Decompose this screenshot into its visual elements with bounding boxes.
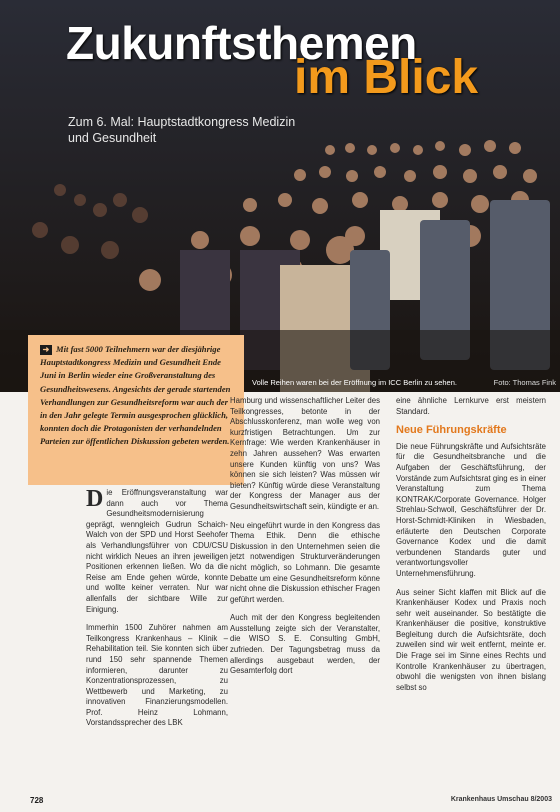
paragraph: Aus seiner Sicht klaffen mit Blick auf die Krankenhäuser Kodex und Praxis noch sehr weit auseinander. So bestätigte die Krankenhäuser die positive, konstruktive Begleitung durch die Aufsichtsräte, doch zuweilen sind wir weit entfernt, meinte er. Die Frage sei im Sinne eines Rechts und Kontrolle Krankenhäuser zu übertragen, obwohl die wenigsten von ihnen bislang selbst so [396,587,546,692]
title-line1: Zukunftsthemen [66,17,417,69]
section-heading: Neue Führungskräfte [396,424,507,437]
arrow-right-icon: ➜ [40,345,52,355]
callout-text: Mit fast 5000 Teilnehmern war der diesjährige Hauptstadtkongress Medizin und Gesundheit Ende Juni in Berlin wieder eine Großveranstaltung des Gesundheitswesens. Angesichts der gerade startenden Verhandlungen zur Gesundheitsreform war auch der in den Jahr gelegte Termin ausgesprochen glücklich, konnten doch die Protagonisten der verhandelnden Parteien zur öffentlichen Diskussion gebeten werden. [40,344,231,447]
article-column-1 [86,488,228,737]
article-column-2 [230,396,380,685]
journal-name: Krankenhaus Umschau 8/2003 [450,796,552,803]
drop-cap: D [86,486,104,512]
article-column-3 [396,396,546,701]
paragraph: Immerhin 1500 Zuhörer nahmen am Teilkongress Krankenhaus – Klinik – Rehabilitation teil. Sie konnten sich über rund 150 sehr spannende Themen informieren, darunter zu Konzentrationsprozessen, zu Wettbewerb und Marketing, zu innovativen Finanzierungsmodellen. Prof. Heinz Lohmann, Vorstandssprecher des LBK [86,623,228,728]
intro-callout [28,335,244,485]
paragraph: eine ähnliche Lernkurve erst meistern Standard. [396,396,546,416]
paragraph: Die neue Führungskräfte und Aufsichtsräte für die Gesundheitsbranche und die Aufgaben der Geschäftsführung, der Vorstände zum Aufsichtsrat ging es in einer Veranstaltung zum Thema KONTRAK/Corporate Governance. Holger Strehlau-Schwoll, Geschäftsführer der Dr. Horst-Schmidt-Kliniken in Wiesbaden, erläuterte den Deutschen Corporate Governance Kodex und die damit verbundenen Standards guter und verantwortungsvoller Unternehmensführung. [396,441,546,578]
paragraph: Auch mit der den Kongress begleitenden Ausstellung zeigte sich der Veranstalter, die WISO S. E. Consulting GmbH, zufrieden. Der Tagungsbetrag muss da allerdings ausgebaut werden, der Gesamterfolg dort [230,613,380,676]
subtitle: Zum 6. Mal: Hauptstadtkongress Medizin und Gesundheit [68,115,296,145]
photo-credit: Foto: Thomas Fink [493,378,556,387]
page-number: 728 [30,796,44,805]
paragraph: Hamburg und wissenschaftlicher Leiter des Teilkongresses, betonte in der Abschlusskonferenz, man wolle weg von kurzfristigen Betrachtungen. Um zur Kernfrage: Wie werden Krankenhäuser in zehn Jahren aussehen? Was erwarten unsere Kunden künftig von uns? Was können sie sich leisten? Was müssen wir bieten? Künftig würde diese Veranstaltung der Kongress der Manager aus der Gesundheitswirtschaft sein, kündigte er an. [230,396,380,511]
title-line2: im Blick [294,51,479,104]
hero-photo [0,0,560,392]
paragraph [86,488,228,615]
paragraph: Neu eingeführt wurde in den Kongress das Thema Ethik. Denn die ethische Diskussion in den Unternehmen seien die jetzt notwendigen Strukturveränderungen nicht möglich, so Lohmann. Die gesamte Debatte um eine Gesundheitsreform könne nicht ohne die Diskussion ethischer Fragen geführt werden. [230,520,380,604]
paragraph-text: ie Eröffnungsveranstaltung war dann auch vor Thema Gesundheitsmodernisierung geprägt, wenngleich Gudrun Schaich-Walch von der SPD und Horst Seehofer als Verhandlungsführer von CDU/CSU nicht wirklich Neues an ihren jeweiligen Positionen erkennen ließen. Wo da die Reise am Ende gehen würde, konnte und wollte keiner verraten. Nur war allenfalls der sichtbare Wille zur Einigung. [86,488,228,614]
caption-text: Volle Reihen waren bei der Eröffnung im ICC Berlin zu sehen. [252,378,457,387]
photo-caption [252,378,556,387]
